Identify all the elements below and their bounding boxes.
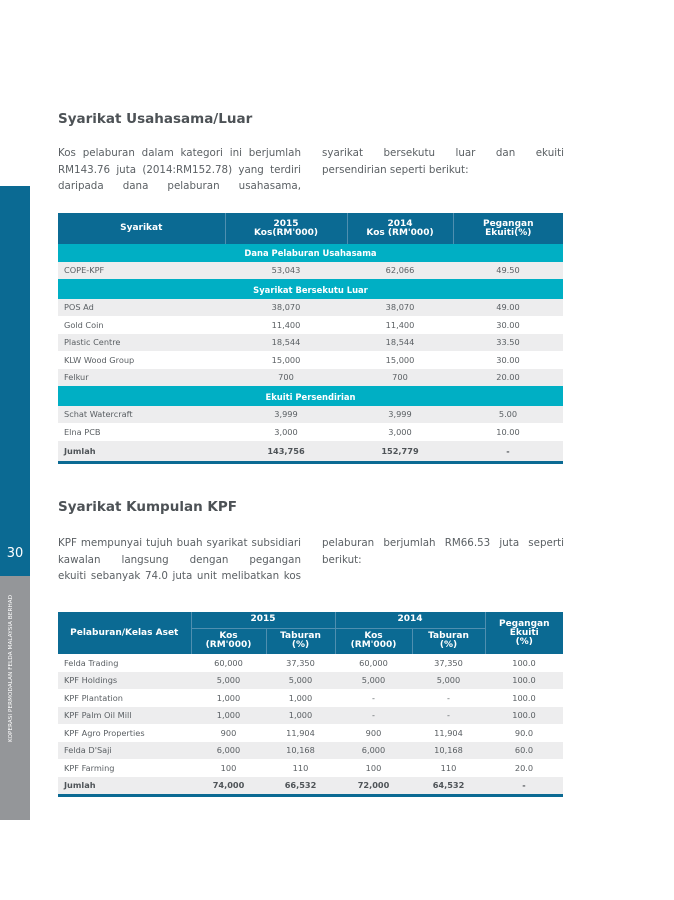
subsidiary-table [58, 612, 563, 797]
table-row: Elna PCB 3,000 3,000 10.00 [64, 426, 520, 437]
table-row: Plastic Centre 18,544 18,544 33.50 [58, 334, 563, 352]
table-row: Schat Watercraft 3,999 3,999 5.00 [58, 406, 563, 424]
joint-venture-table [58, 213, 563, 464]
table-row: Felda Trading 60,000 37,350 60,000 37,350 100.0 [64, 657, 536, 668]
header-year-2014: 2014 [335, 612, 485, 628]
header-equity: Pegangan Ekuiti(%) [453, 213, 563, 244]
text-line: berikut: [322, 553, 362, 566]
text-line: RM143.76 juta (2014:RM152.78) yang terdiri [58, 163, 301, 176]
publication-name: KOPERASI PERMODALAN FELDA MALAYSIA BERHAD [8, 594, 14, 742]
table-row: KPF Holdings 5,000 5,000 5,000 5,000 100.0 [58, 672, 563, 690]
table-row: Felkur 700 700 20.00 [58, 369, 563, 388]
table-total-row: Jumlah 143,756 152,779 - [58, 441, 563, 463]
section2-paragraph-col1 [58, 535, 301, 585]
table-row: COPE-KPF 53,043 62,066 49.50 [58, 262, 563, 281]
text-line: Kos pelaburan dalam kategori ini berjumlah [58, 147, 301, 159]
table-row: KPF Palm Oil Mill 1,000 1,000 - - 100.0 [58, 707, 563, 725]
header-equity: Pegangan Ekuiti (%) [485, 612, 563, 654]
header-cost-2015: Kos (RM'000) [191, 628, 266, 654]
page-number: 30 [6, 546, 24, 561]
group-header-row: Syarikat Bersekutu Luar [58, 280, 563, 299]
text-line: persendirian seperti berikut: [322, 163, 469, 176]
header-cost-2014: Kos (RM'000) [335, 628, 412, 654]
table-header-row [58, 213, 563, 244]
header-company: Syarikat [58, 213, 225, 244]
text-line: syarikat bersekutu luar dan ekuiti [322, 147, 564, 159]
section2-paragraph-col2 [322, 535, 564, 568]
table-row: KPF Agro Properties 900 11,904 900 11,904 90.0 [64, 727, 534, 738]
text-line: kawalan langsung dengan pegangan [58, 553, 301, 566]
table-row: KLW Wood Group 15,000 15,000 30.00 [64, 354, 520, 365]
text-line: KPF mempunyai tujuh buah syarikat subsidiari [58, 537, 301, 549]
text-line: ekuiti sebanyak 74.0 juta unit melibatkan kos [58, 570, 301, 582]
header-dist-2014: Taburan (%) [412, 628, 485, 654]
table-header-row [58, 612, 563, 628]
header-year-2015: 2015 [191, 612, 335, 628]
table-total-row: Jumlah 74,000 66,532 72,000 64,532 - [58, 777, 563, 796]
table-row: Felda D'Saji 6,000 10,168 6,000 10,168 60.0 [58, 742, 563, 760]
group-header-row: Ekuiti Persendirian [58, 387, 563, 406]
header-dist-2015: Taburan (%) [266, 628, 335, 654]
table-row: Gold Coin 11,400 11,400 30.00 [64, 319, 520, 330]
header-asset: Pelaburan/Kelas Aset [58, 612, 191, 654]
sidebar-accent-bar [0, 186, 30, 576]
header-cost-2015: 2015 Kos(RM'000) [225, 213, 347, 244]
table-row: KPF Farming 100 110 100 110 20.0 [64, 762, 534, 773]
table-row: POS Ad 38,070 38,070 49.00 [58, 299, 563, 317]
section1-paragraph-col2 [322, 145, 564, 178]
group-header-row: Dana Pelaburan Usahasama [58, 244, 563, 262]
text-line: pelaburan berjumlah RM66.53 juta seperti [322, 537, 564, 549]
section-title-usahasama: Syarikat Usahasama/Luar [58, 111, 253, 127]
sidebar-gray-bar [0, 576, 30, 820]
table-row: KPF Plantation 1,000 1,000 - - 100.0 [64, 692, 536, 703]
header-cost-2014: 2014 Kos (RM'000) [347, 213, 453, 244]
section1-paragraph-col1 [58, 145, 301, 195]
text-line: daripada dana pelaburan usahasama, [58, 180, 301, 192]
section-title-kumpulan-kpf: Syarikat Kumpulan KPF [58, 499, 237, 515]
